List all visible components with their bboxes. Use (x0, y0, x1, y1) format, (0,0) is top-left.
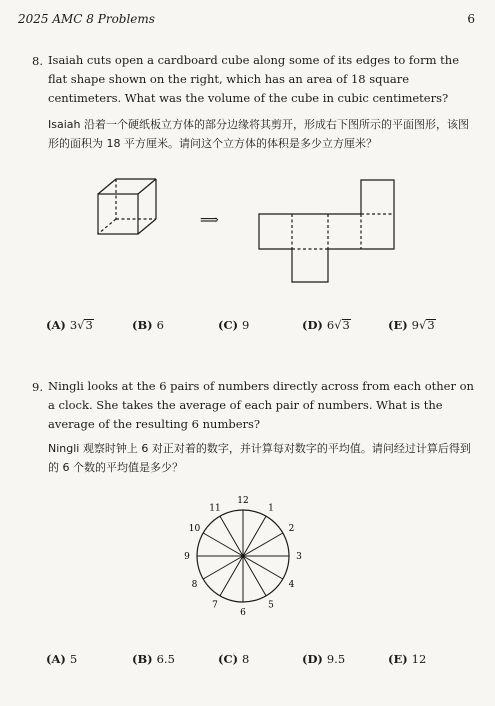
choice-coef: 6 (326, 318, 335, 332)
implies-arrow: ⟹ (200, 213, 219, 228)
clock-number-5: 5 (268, 600, 274, 611)
choice-value: 12 (411, 652, 427, 666)
choice-radicand: 3 (85, 318, 93, 332)
clock-number-10: 10 (188, 524, 201, 534)
choice-label: (B) (132, 652, 153, 666)
choice-coef: 3 (69, 318, 78, 332)
page-header-title: 2025 AMC 8 Problems (18, 12, 155, 26)
choice-value: 9.5 (326, 652, 346, 666)
choice-value: 6.5 (156, 652, 175, 666)
q8-choices (0, 318, 495, 338)
choice-value: 9 (242, 318, 250, 332)
choice-coef: 9 (411, 318, 419, 332)
choice-label: (E) (388, 318, 408, 332)
clock-number-3: 3 (296, 552, 302, 562)
q8-figure (0, 170, 495, 295)
clock-number-4: 4 (288, 580, 295, 590)
choice-radicand: 3 (342, 318, 350, 332)
q8-number: 8. (32, 54, 43, 68)
choice-value: 6 (156, 318, 164, 332)
clock-number-12: 12 (237, 496, 249, 506)
choice-label: (A) (46, 652, 66, 666)
choice-radicand: 3 (427, 318, 435, 332)
q8-text-en: Isaiah cuts open a cardboard cube along some of its edges to form the flat shape shown on the right, which has an area of 18 square centimeters. What was the volume of the cube in cubic centimeters? (48, 53, 459, 105)
clock-radius (243, 556, 283, 579)
choice-label: (D) (302, 652, 323, 666)
q9-text-zh: Ningli 观察时钟上 6 对正对着的数字，并计算每对数字的平均值。请问经过计算后得到的 6 个数的平均值是多少？ (48, 442, 471, 474)
q9-choice-c[interactable] (218, 652, 249, 666)
clock-figure (180, 490, 310, 620)
cube-drawing (98, 179, 156, 234)
choice-value: 5 (69, 652, 78, 666)
choice-label: (E) (388, 652, 408, 666)
clock-number-2: 2 (288, 524, 295, 534)
q9-choice-b[interactable] (132, 652, 175, 666)
clock-radius (203, 556, 243, 579)
cube-net-drawing (259, 180, 394, 282)
q9-number: 9. (32, 380, 43, 394)
q9-choice-e[interactable] (388, 652, 426, 666)
clock-radius (243, 556, 266, 596)
page-number: 6 (467, 12, 475, 26)
q8-choice-d[interactable]: (D) 6√3 (302, 318, 350, 332)
choice-label: (C) (218, 652, 239, 666)
clock-number-7: 7 (212, 600, 218, 611)
choice-label: (C) (218, 318, 239, 332)
q8-choice-b[interactable] (132, 318, 164, 332)
choice-label: (B) (132, 318, 153, 332)
clock-radius (220, 516, 243, 556)
clock-radius (220, 556, 243, 596)
q9-text-en: Ningli looks at the 6 pairs of numbers directly across from each other on a clock. She takes the average of each pair of numbers. What is the average of the resulting 6 numbers? (48, 379, 474, 431)
clock-number-8: 8 (191, 580, 198, 590)
choice-value: 8 (242, 652, 250, 666)
q9-choice-d[interactable] (302, 652, 345, 666)
clock-number-11: 11 (209, 503, 221, 514)
clock-radius (203, 533, 243, 556)
q8-choice-c[interactable] (218, 318, 249, 332)
clock-radius (243, 516, 266, 556)
q8-choice-a[interactable]: (A) 3√3 (46, 318, 93, 332)
q9-choice-a[interactable] (46, 652, 77, 666)
clock-number-6: 6 (240, 608, 246, 618)
choice-label: (A) (46, 318, 66, 332)
q8-text-zh: Isaiah 沿着一个硬纸板立方体的部分边缘将其剪开，形成右下图所示的平面图形，该图形的面积为 18 平方厘米。请问这个立方体的体积是多少立方厘米？ (48, 118, 469, 150)
clock-number-9: 9 (184, 552, 190, 562)
clock-number-1: 1 (268, 503, 274, 514)
q9-choices (0, 652, 495, 672)
q8-choice-e[interactable]: (E) 9√3 (388, 318, 435, 332)
choice-label: (D) (302, 318, 323, 332)
clock-radius (243, 533, 283, 556)
